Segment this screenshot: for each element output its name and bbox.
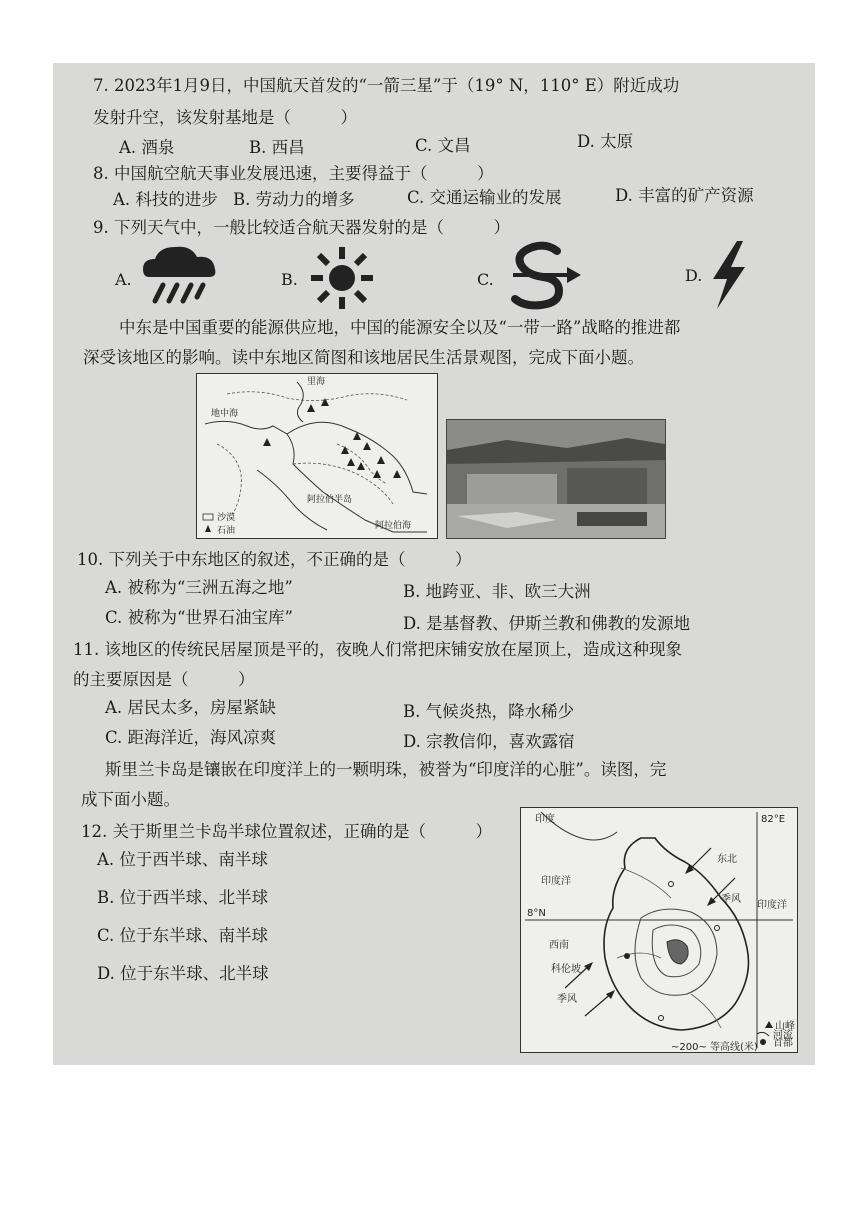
q7-option-c: C. 文昌 [415,136,471,155]
sri-lanka-intro-line2: 成下面小题。 [81,790,180,809]
rain-cloud-icon [141,243,219,313]
q8-option-b: B. 劳动力的增多 [233,190,355,209]
lk-label-82e: 82°E [761,814,786,825]
q9-stem: 9. 下列天气中，一般比较适合航天器发射的是（ ） [93,218,510,237]
lk-label-northeast: 东北 [717,854,737,865]
q12-stem: 12. 关于斯里兰卡岛半球位置叙述，正确的是（ ） [81,822,492,841]
q11-option-c: C. 距海洋近，海风凉爽 [105,728,277,747]
middle-east-intro-line2: 深受该地区的影响。读中东地区简图和该地居民生活景观图，完成下面小题。 [83,348,644,367]
q11-stem-line1: 11. 该地区的传统民居屋顶是平的，夜晚人们常把床铺安放在屋顶上，造成这种现象 [73,640,682,659]
middle-east-map [196,373,438,539]
lk-legend-capital: 首都 [773,1038,793,1049]
q11-stem-line2: 的主要原因是（ ） [73,670,255,689]
lk-label-ocean-east: 印度洋 [757,900,787,911]
landscape-photo [446,419,666,539]
lk-label-season-ne: 季风 [721,894,741,905]
lk-legend-contour: ~200~ 等高线(米) [671,1042,758,1052]
q10-option-d: D. 是基督教、伊斯兰教和佛教的发源地 [403,614,691,633]
q7-option-a: A. 酒泉 [119,138,175,157]
exam-sheet [53,63,815,1065]
q10-option-c: C. 被称为“世界石油宝库” [105,608,293,627]
q11-option-d: D. 宗教信仰，喜欢露宿 [403,732,575,751]
q12-option-a: A. 位于西半球、南半球 [97,850,268,869]
q10-stem: 10. 下列关于中东地区的叙述，不正确的是（ ） [77,550,472,569]
me-legend-oil: 石油 [217,526,236,536]
lk-label-ocean-west: 印度洋 [541,876,571,887]
q7-option-d: D. 太原 [577,132,634,151]
lightning-icon [707,239,751,315]
middle-east-intro-line1: 中东是中国重要的能源供应地，中国的能源安全以及“一带一路”战略的推进都 [119,318,681,337]
q9-option-a: A. [115,270,132,289]
me-label-caspian: 里海 [307,377,326,387]
q12-option-c: C. 位于东半球、南半球 [97,926,269,945]
q8-stem: 8. 中国航空航天事业发展迅速，主要得益于（ ） [93,164,494,183]
q8-option-a: A. 科技的进步 [113,190,218,209]
q9-option-c: C. [477,270,494,289]
q7-stem-line2: 发射升空，该发射基地是（ ） [93,108,357,127]
me-legend-desert: 沙漠 [217,513,236,523]
lk-label-southwest: 西南 [549,940,569,951]
wind-icon [505,241,585,315]
q12-option-d: D. 位于东半球、北半球 [97,964,269,983]
q7-stem-line1: 7. 2023年1月9日，中国航天首发的“一箭三星”于（19° N，110° E）附近成功 [93,76,680,95]
lk-legend-river: 河流 [773,1030,793,1041]
q10-option-a: A. 被称为“三洲五海之地” [105,578,293,597]
sri-lanka-intro-line1: 斯里兰卡岛是镶嵌在印度洋上的一颗明珠，被誉为“印度洋的心脏”。读图，完 [105,760,667,779]
q11-option-a: A. 居民太多，房屋紧缺 [105,698,276,717]
sri-lanka-map [520,807,798,1053]
lk-label-colombo: 科伦坡 [551,964,581,975]
me-label-arabian-peninsula: 阿拉伯半岛 [307,495,353,505]
q7-option-b: B. 西昌 [249,138,305,157]
q9-option-b: B. [281,270,298,289]
q8-option-d: D. 丰富的矿产资源 [615,186,754,205]
q12-option-b: B. 位于西半球、北半球 [97,888,269,907]
q10-option-b: B. 地跨亚、非、欧三大洲 [403,582,591,601]
q9-option-d: D. [685,266,703,285]
q8-option-c: C. 交通运输业的发展 [407,188,562,207]
me-label-arabian-sea: 阿拉伯海 [375,521,412,531]
lk-label-india: 印度 [535,814,555,825]
lk-label-season-sw: 季风 [557,994,577,1005]
lk-label-8n: 8°N [527,908,546,919]
lk-legend-peak: 山峰 [775,1021,795,1032]
sun-icon [307,245,377,315]
me-label-mediterranean: 地中海 [211,409,239,419]
q11-option-b: B. 气候炎热，降水稀少 [403,702,575,721]
